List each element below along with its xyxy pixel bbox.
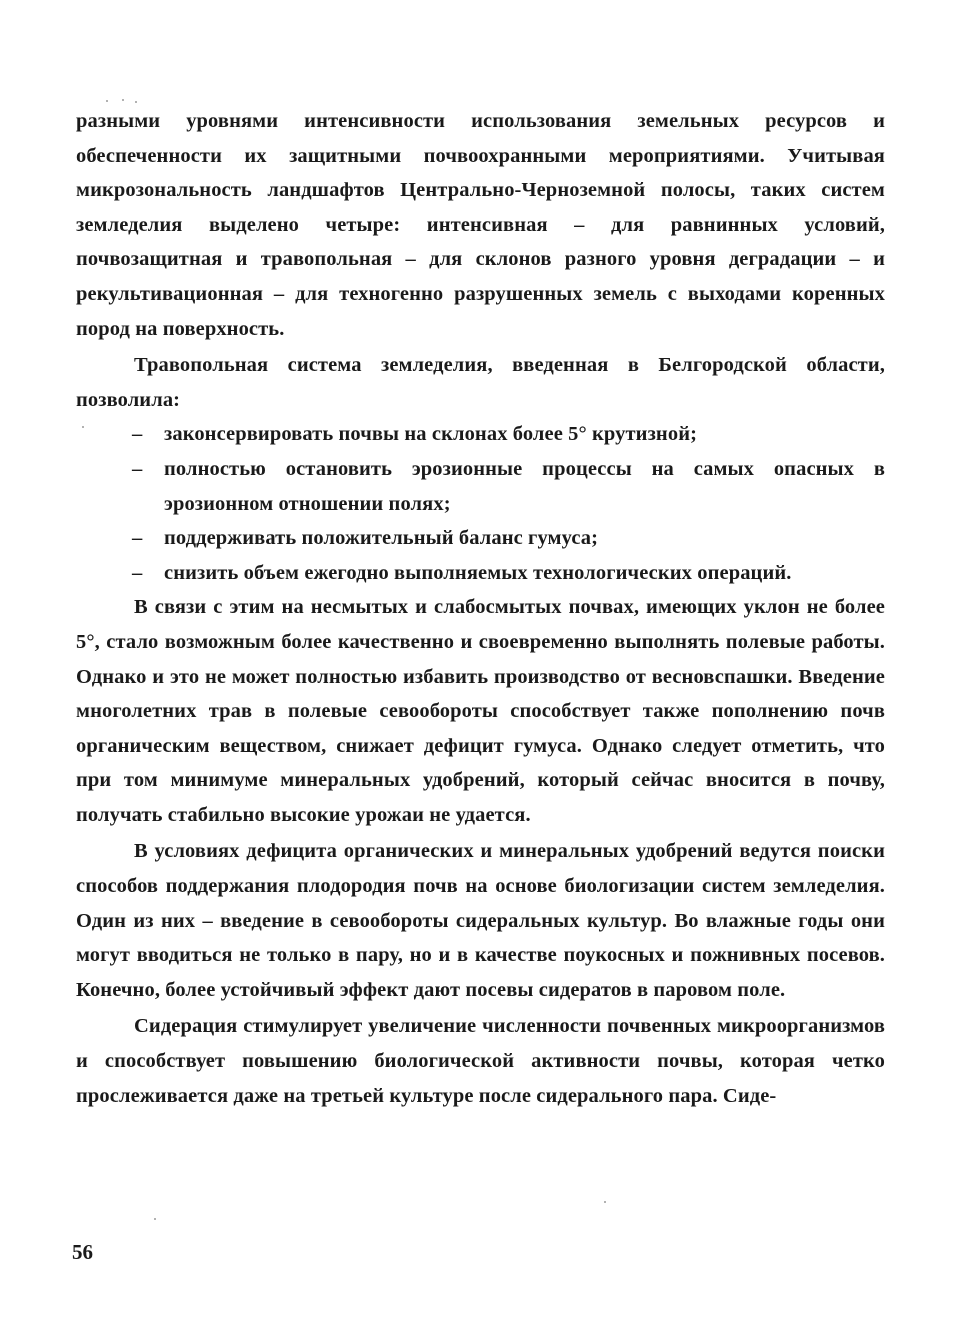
list-dash: –: [132, 457, 143, 480]
scan-speck: [106, 100, 108, 102]
list-item-text: полностью остановить эрозионные процессы на самых опасных в эрозионном отношении полях;: [164, 457, 885, 515]
page-number: 56: [72, 1240, 93, 1264]
list-dash: –: [132, 423, 143, 446]
scan-speck: [135, 101, 137, 103]
list-item-text: законсервировать почвы на склонах более 5° крутизной;: [164, 423, 698, 446]
paragraph-4: В условиях дефицита органических и минеральных удобрений ведутся поиски способов поддержания плодородия почв на основе биологизации систем земледелия. Один из них – введение в севообороты сидеральных культур. Во влажные годы они могут вводиться не только в пару, но и в качестве поукосных и пожнивных посевов. Конечно, более устойчивый эффект дают посевы сидератов в паровом поле.: [76, 840, 885, 1001]
list-item: [76, 521, 885, 556]
scan-speck: [604, 1201, 606, 1203]
list-item-text: поддерживать положительный баланс гумуса;: [164, 527, 599, 550]
paragraph-1: разными уровнями интенсивности использования земельных ресурсов и обеспеченности их защитными почвоохранными мероприятиями. Учитывая микрозональность ландшафтов Центрально-Черноземной полосы, таких систем земледелия выделено четыре: интенсивная – для равнинных условий, почвозащитная и травопольная – для склонов разного уровня деградации – и рекультивационная – для техногенно разрушенных земель с выходами коренных пород на поверхность.: [76, 110, 885, 340]
bullet-list: [76, 417, 885, 590]
body-text: [76, 104, 885, 1113]
scan-speck: [154, 1218, 156, 1220]
list-item: [76, 452, 885, 521]
paragraph-3: В связи с этим на несмытых и слабосмытых почвах, имеющих уклон не более 5°, стало возможным более качественно и своевременно выполнять полевые работы. Однако и это не может полностью избавить производство от весновспашки. Введение многолетних трав в полевые севообороты способствует также пополнению почв органическим веществом, снижает дефицит гумуса. Однако следует отметить, что при том минимуме минеральных удобрений, который сейчас вносится в почву, получать стабильно высокие урожаи не удается.: [76, 596, 885, 826]
list-item: [76, 556, 885, 591]
list-item-text: снизить объем ежегодно выполняемых технологических операций.: [164, 561, 792, 584]
list-item: [76, 417, 885, 452]
list-dash: –: [132, 561, 143, 584]
paragraph-2: Травопольная система земледелия, введенная в Белгородской области, позволила:: [76, 354, 885, 411]
scan-speck: [122, 99, 124, 101]
list-dash: –: [132, 527, 143, 550]
paragraph-5: Сидерация стимулирует увеличение численности почвенных микроорганизмов и способствует повышению биологической активности почвы, которая четко прослеживается даже на третьей культуре после сидерального пара. Сиде-: [76, 1015, 885, 1107]
